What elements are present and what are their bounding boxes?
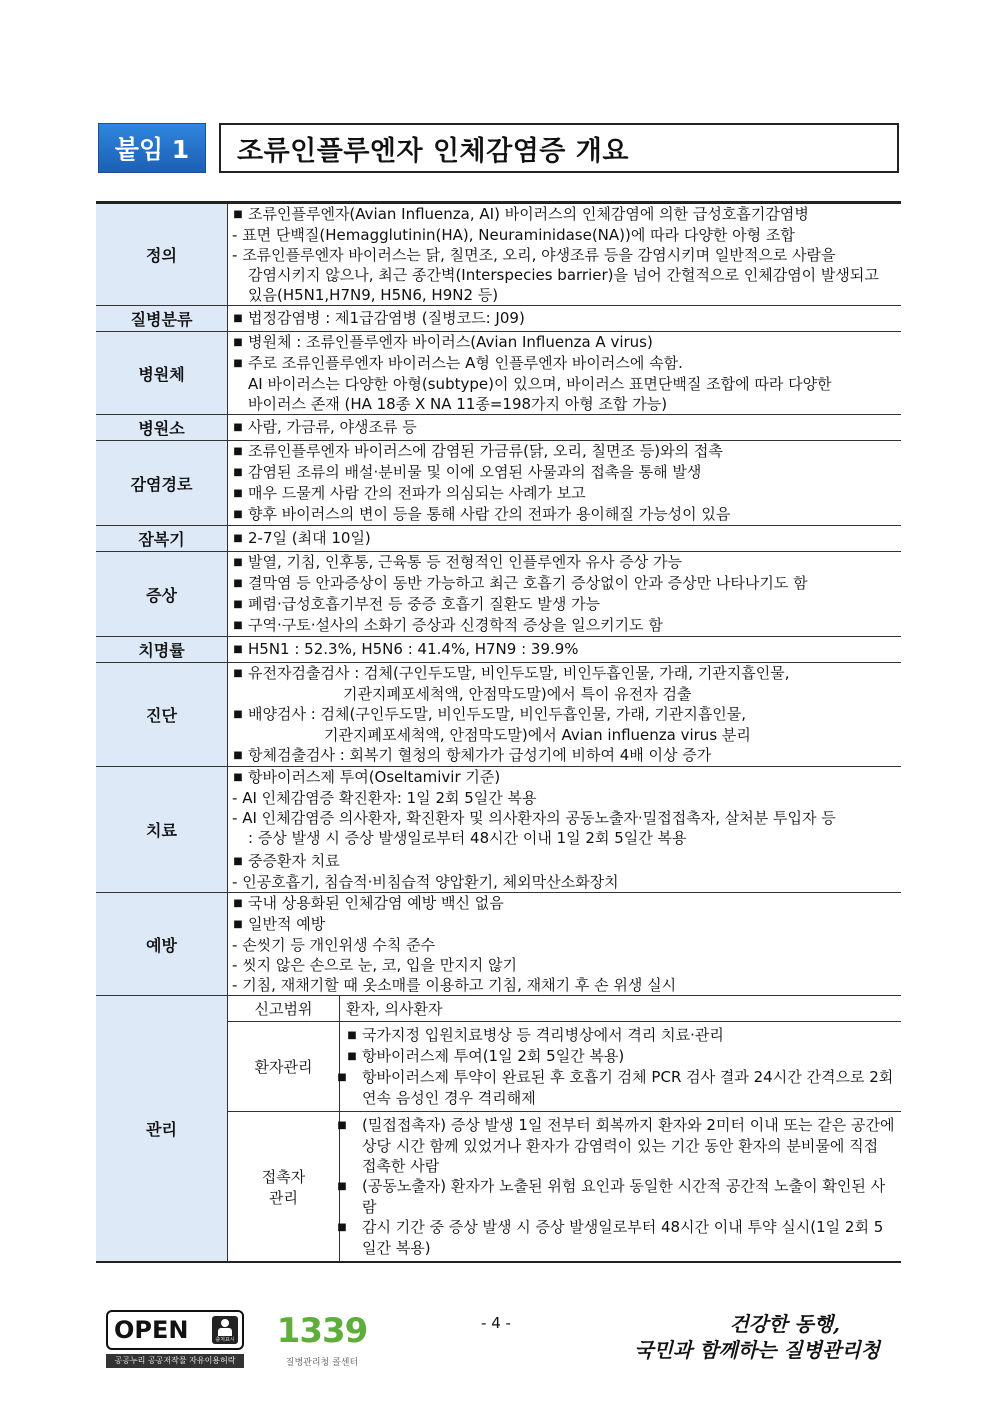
row-label: 잠복기 <box>96 526 228 552</box>
row-content <box>228 306 902 332</box>
list-item: 기관지폐포세척액, 안점막도말)에서 Avian influenza virus 분리 <box>324 726 751 744</box>
list-item: ■ 2-7일 (최대 10일) <box>228 528 901 549</box>
contact-management-label <box>228 1112 340 1262</box>
list-item: - 손씻기 등 개인위생 수칙 준수 <box>228 935 901 955</box>
row-incubation <box>96 526 901 552</box>
row-content <box>228 663 902 767</box>
list-item: ■ 항바이러스제 투여(Oseltamivir 기준) <box>228 767 901 788</box>
contact-management-row <box>228 1112 901 1262</box>
row-content <box>228 526 902 552</box>
row-content <box>228 441 902 526</box>
patient-management-label: 환자관리 <box>228 1022 340 1112</box>
report-scope-value: 환자, 의사환자 <box>340 996 902 1022</box>
row-prevention <box>96 893 901 996</box>
list-item: ■ 법정감염병 : 제1급감염병 (질병코드: J09) <box>228 308 901 329</box>
list-item: ■ 감시 기간 중 증상 발생 시 증상 발생일로부터 48시간 이내 투약 실시(1일 2회 5일간 복용) <box>342 1217 895 1258</box>
list-item: ■ 주로 조류인플루엔자 바이러스는 A형 인플루엔자 바이러스에 속함. <box>228 353 901 374</box>
list-item: ■ 국가지정 입원치료병상 등 격리병상에서 격리 치료·관리 <box>342 1025 895 1046</box>
row-pathogen <box>96 332 901 415</box>
patient-management-row <box>228 1022 901 1112</box>
call-center-caption: 질병관리청 콜센터 <box>285 1358 359 1368</box>
page-number: - 4 - <box>481 1314 511 1332</box>
list-item: - 씻지 않은 손으로 눈, 코, 입을 만지지 않기 <box>228 955 901 975</box>
list-item: ■ 유전자검출검사 : 검체(구인두도말, 비인두도말, 비인두흡인물, 가래, 기관지흡인물, <box>228 663 901 684</box>
list-item: 기관지폐포세척액, 안점막도말)에서 특이 유전자 검출 <box>343 685 692 703</box>
list-item: - 표면 단백질(Hemagglutinin(HA), Neuraminidase(NA))에 따라 다양한 아형 조합 <box>228 225 901 245</box>
list-item: : 증상 발생 시 증상 발생일로부터 48시간 이내 1일 2회 5일간 복용 <box>248 829 687 847</box>
contact-label-line2: 관리 <box>269 1188 298 1207</box>
list-item: ■ 매우 드물게 사람 간의 전파가 의심되는 사례가 보고 <box>228 483 901 504</box>
row-content <box>228 332 902 415</box>
report-scope-row <box>228 996 901 1022</box>
list-item: 바이러스 존재 (HA 18종 X NA 11종=198가지 아형 조합 가능) <box>248 395 668 413</box>
list-item: ■ (공동노출자) 환자가 노출된 위험 요인과 동일한 시간적 공간적 노출이 확인된 사람 <box>342 1176 895 1217</box>
report-scope-label: 신고범위 <box>228 996 340 1022</box>
contact-label-line1: 접촉자 <box>261 1167 306 1186</box>
row-label: 증상 <box>96 552 228 637</box>
list-item: ■ 국내 상용화된 인체감염 예방 백신 없음 <box>228 893 901 914</box>
row-label: 관리 <box>96 996 228 1263</box>
list-item: ■ 병원체 : 조류인플루엔자 바이러스(Avian Influenza A virus) <box>228 332 901 353</box>
page-title: 조류인플루엔자 인체감염증 개요 <box>219 123 899 173</box>
row-classification <box>96 306 901 332</box>
row-label: 진단 <box>96 663 228 767</box>
row-content <box>228 203 902 306</box>
list-item: AI 바이러스는 다양한 아형(subtype)이 있으며, 바이러스 표면단백질 조합에 따라 다양한 <box>248 375 832 393</box>
list-item: ■ 항바이러스제 투여(1일 2회 5일간 복용) <box>342 1046 895 1067</box>
attribution-mark: 출처표시 <box>212 1316 238 1344</box>
row-content <box>228 996 902 1263</box>
row-content <box>228 893 902 996</box>
row-fatality <box>96 637 901 663</box>
row-treatment <box>96 767 901 893</box>
list-item: - AI 인체감염증 의사환자, 확진환자 및 의사환자의 공동노출자·밀접접촉자, 살처분 투입자 등 <box>228 808 901 828</box>
list-item: - 인공호흡기, 침습적·비침습적 양압환기, 체외막산소화장치 <box>228 872 901 892</box>
list-item: - 조류인플루엔자 바이러스는 닭, 칠면조, 오리, 야생조류 등을 감염시키며 일반적으로 사람을 <box>228 245 901 265</box>
list-item: ■ 조류인플루엔자(Avian Influenza, AI) 바이러스의 인체감염에 의한 급성호흡기감염병 <box>228 204 901 225</box>
list-item: ■ (밀접접촉자) 증상 발생 1일 전부터 회복까지 환자와 2미터 이내 또는 같은 공간에 상당 시간 함께 있었거나 환자가 감염력이 있는 기간 동안 환자의 분비물에 직접 접촉한 사람 <box>342 1115 895 1176</box>
row-label: 치료 <box>96 767 228 893</box>
list-item: ■ 일반적 예방 <box>228 914 901 935</box>
row-label: 병원체 <box>96 332 228 415</box>
row-symptoms <box>96 552 901 637</box>
slogan-line1: 건강한 동행, <box>729 1312 840 1336</box>
list-item: ■ 결막염 등 안과증상이 동반 가능하고 최근 호흡기 증상없이 안과 증상만 나타나기도 함 <box>228 573 901 594</box>
slogan <box>634 1308 880 1368</box>
list-item: ■ H5N1 : 52.3%, H5N6 : 41.4%, H7N9 : 39.9% <box>228 639 901 660</box>
page-header <box>98 123 899 173</box>
attachment-badge: 붙임 1 <box>98 123 206 173</box>
call-center-number: 1339 <box>276 1311 368 1351</box>
management-subtable <box>228 996 901 1261</box>
row-reservoir <box>96 415 901 441</box>
list-item: ■ 배양검사 : 검체(구인두도말, 비인두도말, 비인두흡인물, 가래, 기관지흡인물, <box>228 704 901 725</box>
overview-table <box>96 201 901 1263</box>
row-label: 정의 <box>96 203 228 306</box>
list-item: ■ 중증환자 치료 <box>228 851 901 872</box>
list-item: - 기침, 재채기할 때 옷소매를 이용하고 기침, 재채기 후 손 위생 실시 <box>228 975 901 995</box>
list-item: ■ 향후 바이러스의 변이 등을 통해 사람 간의 전파가 용이해질 가능성이 있음 <box>228 504 901 525</box>
row-label: 예방 <box>96 893 228 996</box>
row-transmission <box>96 441 901 526</box>
slogan-line2: 국민과 함께하는 질병관리청 <box>634 1338 880 1362</box>
list-item: ■ 폐렴·급성호흡기부전 등 중증 호흡기 질환도 발생 가능 <box>228 594 901 615</box>
list-item: ■ 조류인플루엔자 바이러스에 감염된 가금류(닭, 오리, 칠면조 등)와의 접촉 <box>228 441 901 462</box>
row-content <box>228 637 902 663</box>
row-management <box>96 996 901 1263</box>
row-label: 감염경로 <box>96 441 228 526</box>
row-diagnosis <box>96 663 901 767</box>
row-label: 병원소 <box>96 415 228 441</box>
row-label: 치명률 <box>96 637 228 663</box>
open-logo-text: OPEN <box>114 1316 189 1344</box>
list-item: ■ 항바이러스제 투약이 완료된 후 호흡기 검체 PCR 검사 결과 24시간 간격으로 2회 연속 음성인 경우 격리해제 <box>342 1067 895 1108</box>
row-label: 질병분류 <box>96 306 228 332</box>
list-item: 있음(H5N1,H7N9, H5N6, H9N2 등) <box>248 286 499 304</box>
list-item: ■ 항체검출검사 : 회복기 혈청의 항체가가 급성기에 비하여 4배 이상 증가 <box>228 745 901 766</box>
patient-management-content <box>340 1022 902 1112</box>
list-item: ■ 발열, 기침, 인후통, 근육통 등 전형적인 인플루엔자 유사 증상 가능 <box>228 552 901 573</box>
row-content <box>228 552 902 637</box>
contact-management-content <box>340 1112 902 1262</box>
row-content <box>228 767 902 893</box>
open-logo-caption: 공공누리 공공저작물 자유이용허락 <box>106 1354 244 1368</box>
list-item: ■ 감염된 조류의 배설·분비물 및 이에 오염된 사물과의 접촉을 통해 발생 <box>228 462 901 483</box>
list-item: - AI 인체감염증 확진환자: 1일 2회 5일간 복용 <box>228 788 901 808</box>
row-definition <box>96 203 901 306</box>
row-content <box>228 415 902 441</box>
list-item: ■ 구역·구토·설사의 소화기 증상과 신경학적 증상을 일으키기도 함 <box>228 615 901 636</box>
list-item: 감염시키지 않으나, 최근 종간벽(Interspecies barrier)을 넘어 간헐적으로 인체감염이 발생되고 <box>248 266 879 284</box>
list-item: ■ 사람, 가금류, 야생조류 등 <box>228 417 901 438</box>
